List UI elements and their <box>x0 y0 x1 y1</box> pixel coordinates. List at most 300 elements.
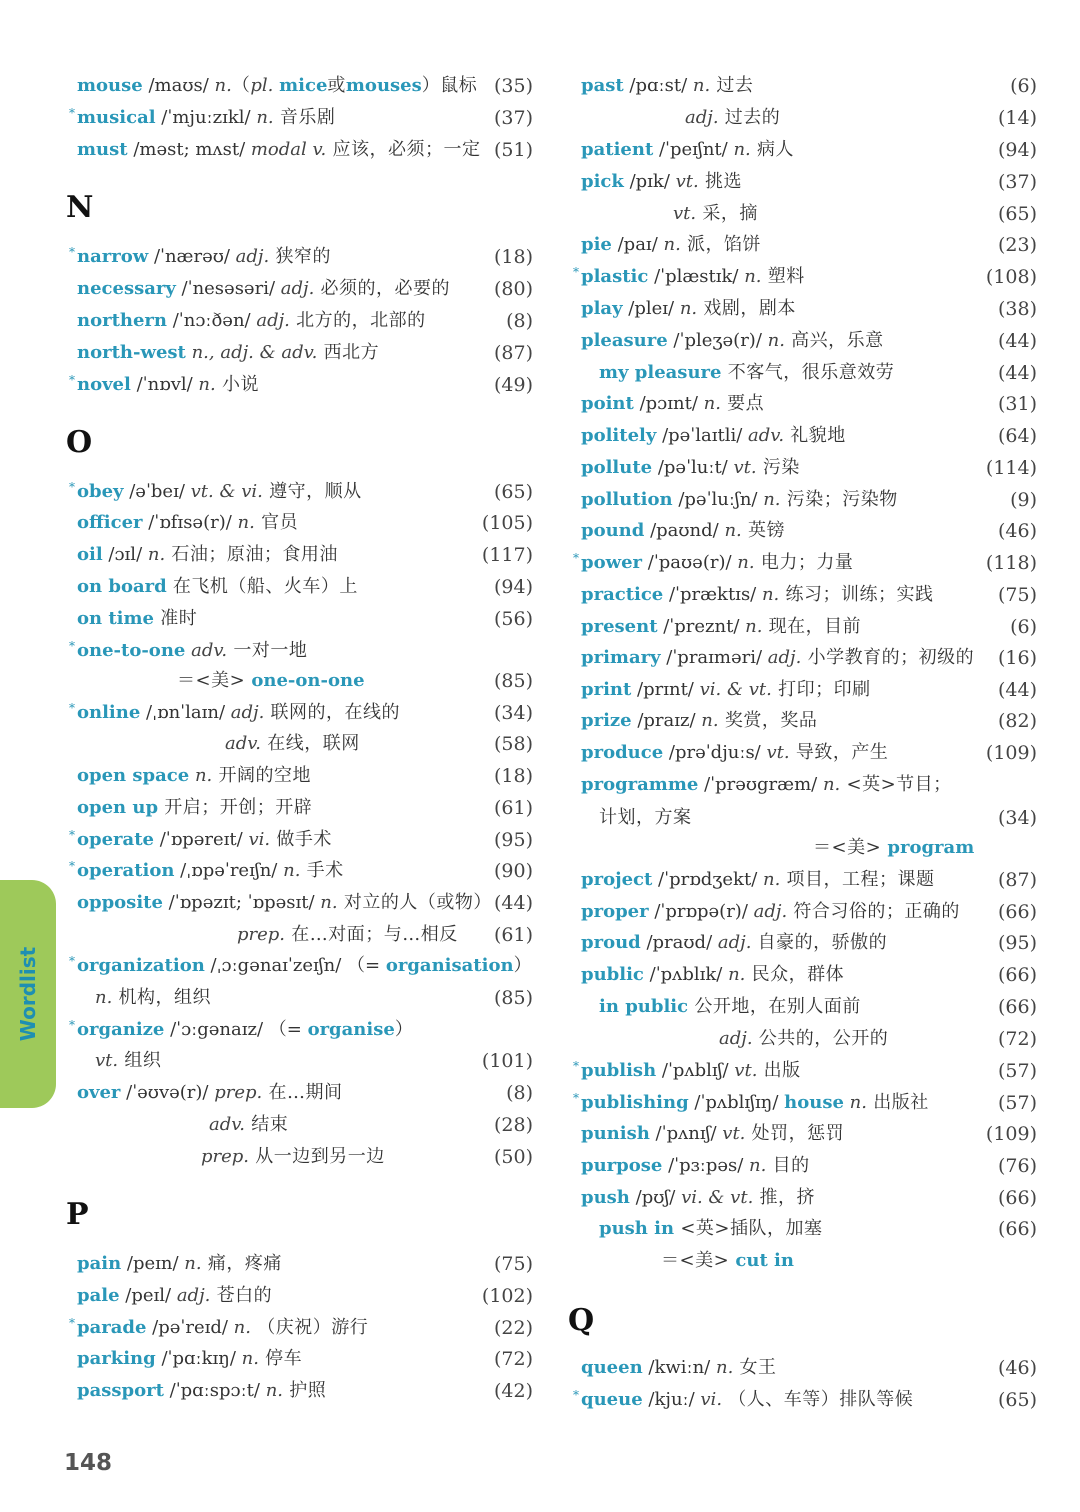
part-of-speech: n. <box>761 584 780 605</box>
entry-text <box>77 1313 368 1343</box>
definition: （庆祝）游行 <box>251 1317 369 1338</box>
entry-text <box>95 1046 161 1076</box>
definition: 遵守，顺从 <box>262 481 362 502</box>
word-entry <box>66 1046 536 1076</box>
page-number: 148 <box>64 1450 113 1476</box>
page-reference: (61) <box>493 797 533 819</box>
page-reference: (58) <box>493 733 533 755</box>
entry-text <box>77 793 312 823</box>
phonetic: /ˈpɜːpəs/ <box>662 1155 750 1176</box>
headword: opposite <box>77 892 163 913</box>
part-of-speech: n. <box>849 1092 867 1113</box>
part-of-speech: vi. & vt. <box>699 679 772 700</box>
phonetic: /ˈpeɪʃnt/ <box>653 139 734 160</box>
definition: 符合习俗的；正确的 <box>787 901 960 922</box>
page-reference: (57) <box>997 1060 1037 1082</box>
phonetic: /ˈɒfɪsə(r)/ <box>142 512 238 533</box>
word-entry <box>66 761 536 791</box>
entry-text <box>77 103 335 133</box>
word-entry <box>570 1214 1040 1244</box>
part-of-speech: n. <box>237 512 255 533</box>
headword: must <box>77 139 128 160</box>
word-entry <box>66 856 536 886</box>
part-of-speech: vt. <box>673 203 697 224</box>
word-entry <box>570 1119 1040 1149</box>
headword: politely <box>581 425 657 446</box>
page-reference: (34) <box>997 807 1037 829</box>
definition: 联网的，在线的 <box>264 702 401 723</box>
page-reference: (18) <box>493 765 533 787</box>
phonetic: /maʊs/ <box>142 75 215 96</box>
page-reference: (66) <box>997 1187 1037 1209</box>
phonetic: /ˈpʌblɪʃ/ <box>656 1060 735 1081</box>
page-reference: (66) <box>997 901 1037 923</box>
entry-text <box>77 825 332 855</box>
headword: mice <box>279 75 328 96</box>
part-of-speech: adj. <box>176 1285 211 1306</box>
part-of-speech: vi. & vt. <box>681 1187 754 1208</box>
headword: program <box>887 837 975 858</box>
page-reference: (118) <box>985 552 1037 574</box>
definition: ＝<美> <box>661 1250 736 1271</box>
word-entry <box>570 992 1040 1022</box>
headword: officer <box>77 512 143 533</box>
section-letter-p: P <box>66 1197 89 1232</box>
word-entry <box>570 326 1040 356</box>
phonetic: /pleɪ/ <box>622 298 680 319</box>
page-reference: (72) <box>493 1348 533 1370</box>
core-word-marker-icon: * <box>573 1388 579 1402</box>
phonetic: /pəˈlaɪtli/ <box>656 425 749 446</box>
headword: organisation <box>385 955 514 976</box>
part-of-speech: vt. <box>675 171 699 192</box>
definition: 或 <box>327 75 346 96</box>
part-of-speech: n. <box>703 393 721 414</box>
phonetic: /ˌɔːgənaɪˈzeɪʃn/ （= <box>204 955 386 976</box>
page-reference: (94) <box>493 576 533 598</box>
phonetic: /ˈprɒdʒekt/ <box>652 869 763 890</box>
headword: pollute <box>581 457 653 478</box>
part-of-speech: adj. <box>230 702 265 723</box>
page-reference: (35) <box>493 75 533 97</box>
page-reference: (37) <box>493 107 533 129</box>
part-of-speech: n. <box>265 1380 284 1401</box>
definition: ＝<美> <box>177 670 252 691</box>
entry-text <box>719 1024 888 1054</box>
page-reference: (114) <box>985 457 1037 479</box>
definition: 高兴，乐意 <box>784 330 884 351</box>
definition: <英>节目； <box>840 774 952 795</box>
phonetic: /pəˈluːʃn/ <box>672 489 764 510</box>
headword: primary <box>581 647 661 668</box>
definition: 小说 <box>215 374 259 395</box>
definition: 机构，组织 <box>112 987 212 1008</box>
phonetic: /ˈplæstɪk/ <box>648 266 745 287</box>
part-of-speech: adj. <box>717 932 752 953</box>
phonetic: /ˈəʊvə(r)/ <box>120 1082 215 1103</box>
page-reference: (87) <box>493 342 533 364</box>
word-entry <box>570 167 1040 197</box>
phonetic: /ˈmjuːzɪkl/ <box>155 107 257 128</box>
page-reference: (44) <box>997 330 1037 352</box>
part-of-speech: n. <box>95 987 113 1008</box>
entry-text <box>581 675 871 705</box>
part-of-speech: vt. & vi. <box>190 481 263 502</box>
headword: prize <box>581 710 632 731</box>
definition: 从一边到另一边 <box>249 1146 385 1167</box>
entry-text <box>581 770 952 800</box>
entry-text <box>77 1281 272 1311</box>
part-of-speech: adv. <box>748 425 785 446</box>
phonetic: /kjuː/ <box>642 1389 701 1410</box>
definition: 过去 <box>710 75 754 96</box>
definition: <英>插队，加塞 <box>674 1218 823 1239</box>
entry-text <box>581 294 796 324</box>
phonetic: /əˈbeɪ/ <box>123 481 191 502</box>
phonetic: /ˌɒnˈlaɪn/ <box>140 702 231 723</box>
page-reference: (65) <box>997 203 1037 225</box>
entry-text <box>581 326 884 356</box>
part-of-speech: adj. <box>685 107 719 128</box>
headword: purpose <box>581 1155 663 1176</box>
entry-text <box>77 1015 413 1045</box>
part-of-speech: vt. <box>766 742 790 763</box>
entry-text <box>685 103 780 133</box>
part-of-speech: n., adj. & adv. <box>191 342 318 363</box>
phonetic: /ˈpleʒə(r)/ <box>667 330 768 351</box>
page-reference: (109) <box>985 742 1037 764</box>
word-entry <box>570 1024 1040 1054</box>
core-word-marker-icon: * <box>69 480 75 494</box>
part-of-speech: n. <box>763 489 781 510</box>
entry-text <box>673 199 758 229</box>
headword: in public <box>599 996 689 1017</box>
headword: practice <box>581 584 664 605</box>
headword: plastic <box>581 266 649 287</box>
headword: online <box>77 702 141 723</box>
word-entry <box>570 897 1040 927</box>
headword: musical <box>77 107 156 128</box>
word-entry <box>570 1246 1040 1276</box>
page-reference: (44) <box>997 679 1037 701</box>
headword: project <box>581 869 653 890</box>
part-of-speech: adj. <box>753 901 788 922</box>
word-entry <box>66 71 536 101</box>
definition: 奖赏，奖品 <box>718 710 818 731</box>
word-entry <box>66 604 536 634</box>
word-entry <box>570 1183 1040 1213</box>
headword: obey <box>77 481 124 502</box>
definition: 护照 <box>283 1380 327 1401</box>
phonetic: /ˈprəʊgræm/ <box>698 774 823 795</box>
page-reference: (46) <box>997 1357 1037 1379</box>
page-reference: (87) <box>997 869 1037 891</box>
part-of-speech: adv. <box>191 640 228 661</box>
entry-text <box>581 485 898 515</box>
word-entry <box>570 1088 1040 1118</box>
headword: proper <box>581 901 649 922</box>
entry-text <box>77 888 492 918</box>
definition: 对立的人（或物） <box>337 892 492 913</box>
definition: 开启；开创；开辟 <box>158 797 313 818</box>
headword: power <box>581 552 643 573</box>
section-letter-n: N <box>66 190 94 225</box>
core-word-marker-icon: * <box>69 245 75 259</box>
phonetic: /məst; mʌst/ <box>127 139 251 160</box>
page-reference: (94) <box>997 139 1037 161</box>
page-reference: (6) <box>1010 75 1037 97</box>
entry-text <box>209 1110 288 1140</box>
phonetic: /peɪn/ <box>121 1253 185 1274</box>
phonetic: /ˈɔːgənaɪz/ （= <box>164 1019 308 1040</box>
core-word-marker-icon: * <box>69 828 75 842</box>
core-word-marker-icon: * <box>69 106 75 120</box>
page-reference: (64) <box>997 425 1037 447</box>
word-entry <box>66 698 536 728</box>
headword: pick <box>581 171 624 192</box>
headword: produce <box>581 742 664 763</box>
word-entry <box>570 928 1040 958</box>
headword: pain <box>77 1253 122 1274</box>
entry-text <box>581 135 794 165</box>
headword: pollution <box>581 489 673 510</box>
entry-text <box>77 761 311 791</box>
definition: 西北方 <box>317 342 380 363</box>
word-entry <box>66 1344 536 1374</box>
definition: 手术 <box>300 860 344 881</box>
part-of-speech: n. <box>745 616 763 637</box>
phonetic: /ˌɒpəˈreɪʃn/ <box>174 860 284 881</box>
page-reference: (38) <box>997 298 1037 320</box>
word-entry <box>570 738 1040 768</box>
entry-text <box>201 1142 385 1172</box>
definition: 痛，疼痛 <box>201 1253 282 1274</box>
word-entry <box>66 508 536 538</box>
definition: 在…对面；与…相反 <box>285 924 458 945</box>
phonetic: /ɔɪl/ <box>102 544 148 565</box>
headword: queen <box>581 1357 643 1378</box>
part-of-speech: n. <box>744 266 762 287</box>
definition: 在…期间 <box>262 1082 343 1103</box>
definition: 现在，目前 <box>762 616 862 637</box>
headword: point <box>581 393 634 414</box>
definition: 项目，工程；课题 <box>780 869 935 890</box>
core-word-marker-icon: * <box>573 1059 579 1073</box>
word-entry <box>570 770 1040 800</box>
entry-text <box>77 274 450 304</box>
core-word-marker-icon: * <box>69 859 75 873</box>
page-reference: (108) <box>985 266 1037 288</box>
part-of-speech: adv. <box>225 733 262 754</box>
page-reference: (80) <box>493 278 533 300</box>
definition: 不客气，很乐意效劳 <box>721 362 895 383</box>
definition: 戏剧，剧本 <box>697 298 796 319</box>
headword: mouse <box>77 75 143 96</box>
word-entry <box>570 199 1040 229</box>
entry-text <box>77 370 259 400</box>
word-entry <box>570 643 1040 673</box>
part-of-speech: vi. <box>700 1389 723 1410</box>
page-reference: (31) <box>997 393 1037 415</box>
entry-text <box>599 803 692 833</box>
entry-text <box>77 1078 342 1108</box>
definition: 结束 <box>245 1114 289 1135</box>
phonetic: /pəˈreɪd/ <box>146 1317 234 1338</box>
page-reference: (18) <box>493 246 533 268</box>
headword: play <box>581 298 623 319</box>
part-of-speech: n. <box>728 964 746 985</box>
headword: north-west <box>77 342 186 363</box>
phonetic: /ˈpaʊə(r)/ <box>642 552 738 573</box>
headword: house <box>784 1092 844 1113</box>
headword: publish <box>581 1060 657 1081</box>
word-entry <box>570 103 1040 133</box>
part-of-speech: vt. <box>95 1050 119 1071</box>
page-reference: (28) <box>493 1114 533 1136</box>
headword: publishing <box>581 1092 689 1113</box>
headword: open up <box>77 797 159 818</box>
entry-text <box>813 833 974 863</box>
part-of-speech: n. <box>663 234 681 255</box>
headword: organization <box>77 955 205 976</box>
entry-text <box>237 920 458 950</box>
definition: 官员 <box>254 512 299 533</box>
part-of-speech: n. <box>762 869 781 890</box>
word-entry <box>570 294 1040 324</box>
phonetic: /ˈnærəʊ/ <box>148 246 236 267</box>
headword: over <box>77 1082 121 1103</box>
page-reference: (90) <box>493 860 533 882</box>
page-reference: (37) <box>997 171 1037 193</box>
definition: 病人 <box>750 139 794 160</box>
entry-text <box>77 540 338 570</box>
part-of-speech: n. <box>256 107 274 128</box>
phonetic: /ˈnɔːðən/ <box>167 310 257 331</box>
headword: parade <box>77 1317 147 1338</box>
phonetic: /prɪnt/ <box>631 679 700 700</box>
entry-text <box>225 729 360 759</box>
part-of-speech: n. <box>737 552 755 573</box>
headword: push <box>581 1187 630 1208</box>
part-of-speech: vt. <box>734 1060 758 1081</box>
definition: 自豪的，骄傲的 <box>751 932 888 953</box>
entry-text <box>599 1214 822 1244</box>
headword: operate <box>77 829 154 850</box>
definition: 公开地，在别人面前 <box>688 996 861 1017</box>
entry-text <box>77 604 197 634</box>
part-of-speech: n. <box>320 892 338 913</box>
word-entry <box>66 274 536 304</box>
page-reference: (49) <box>493 374 533 396</box>
headword: northern <box>77 310 167 331</box>
page-reference: (51) <box>493 139 533 161</box>
entry-text <box>599 992 861 1022</box>
part-of-speech: n. <box>184 1253 202 1274</box>
page-reference: (95) <box>493 829 533 851</box>
page-reference: (75) <box>493 1253 533 1275</box>
phonetic: /ˈpʌblɪk/ <box>643 964 729 985</box>
phonetic: /pɪk/ <box>623 171 676 192</box>
headword: public <box>581 964 644 985</box>
word-entry <box>66 729 536 759</box>
word-entry <box>570 358 1040 388</box>
phonetic: /pɑːst/ <box>623 75 693 96</box>
word-entry <box>570 453 1040 483</box>
phonetic: /ˈpɑːspɔːt/ <box>163 1380 266 1401</box>
word-entry <box>66 1142 536 1172</box>
definition: 开阔的空地 <box>212 765 311 786</box>
page-reference: (57) <box>997 1092 1037 1114</box>
page-reference: (56) <box>493 608 533 630</box>
headword: mouses <box>345 75 422 96</box>
page-reference: (14) <box>997 107 1037 129</box>
definition: 过去的 <box>718 107 781 128</box>
definition: 民众，群体 <box>745 964 845 985</box>
entry-text <box>581 230 761 260</box>
phonetic: /ˈpʌnɪʃ/ <box>649 1123 723 1144</box>
page-reference: (76) <box>997 1155 1037 1177</box>
word-entry <box>570 706 1040 736</box>
word-entry <box>570 548 1040 578</box>
entry-text <box>77 508 298 538</box>
word-entry <box>66 242 536 272</box>
word-entry <box>570 421 1040 451</box>
part-of-speech: pl. <box>250 75 274 96</box>
word-entry <box>570 230 1040 260</box>
word-entry <box>66 951 536 981</box>
word-entry <box>570 262 1040 292</box>
word-entry <box>66 793 536 823</box>
page-reference: (65) <box>997 1389 1037 1411</box>
word-entry <box>66 1078 536 1108</box>
headword: pound <box>581 520 645 541</box>
phonetic: /pəˈluːt/ <box>652 457 734 478</box>
part-of-speech: n. <box>701 710 719 731</box>
page-reference: (65) <box>493 481 533 503</box>
word-entry <box>570 675 1040 705</box>
entry-text <box>77 306 426 336</box>
entry-text <box>581 516 785 546</box>
part-of-speech: n. <box>715 1357 734 1378</box>
word-entry <box>66 540 536 570</box>
phonetic: ） <box>513 955 532 976</box>
part-of-speech: n. <box>679 298 698 319</box>
phonetic: /ˈnɒvl/ <box>130 374 199 395</box>
headword: oil <box>77 544 103 565</box>
phonetic: /peɪl/ <box>119 1285 177 1306</box>
word-entry <box>570 833 1040 863</box>
headword: punish <box>581 1123 650 1144</box>
word-entry <box>66 103 536 133</box>
word-entry <box>570 71 1040 101</box>
page-reference: (75) <box>997 584 1037 606</box>
entry-text <box>581 706 817 736</box>
page-reference: (34) <box>493 702 533 724</box>
part-of-speech: prep. <box>214 1082 263 1103</box>
part-of-speech: adv. <box>209 1114 246 1135</box>
phonetic: /kwiːn/ <box>642 1357 716 1378</box>
entry-text <box>581 1056 801 1086</box>
definition: 北方的，北部的 <box>289 310 426 331</box>
headword: one-on-one <box>251 670 365 691</box>
definition: 打印；印刷 <box>771 679 871 700</box>
page-reference: (61) <box>493 924 533 946</box>
entry-text <box>77 71 477 101</box>
page-reference: (117) <box>481 544 533 566</box>
headword: passport <box>77 1380 164 1401</box>
part-of-speech: n. <box>733 139 751 160</box>
word-entry <box>66 1249 536 1279</box>
